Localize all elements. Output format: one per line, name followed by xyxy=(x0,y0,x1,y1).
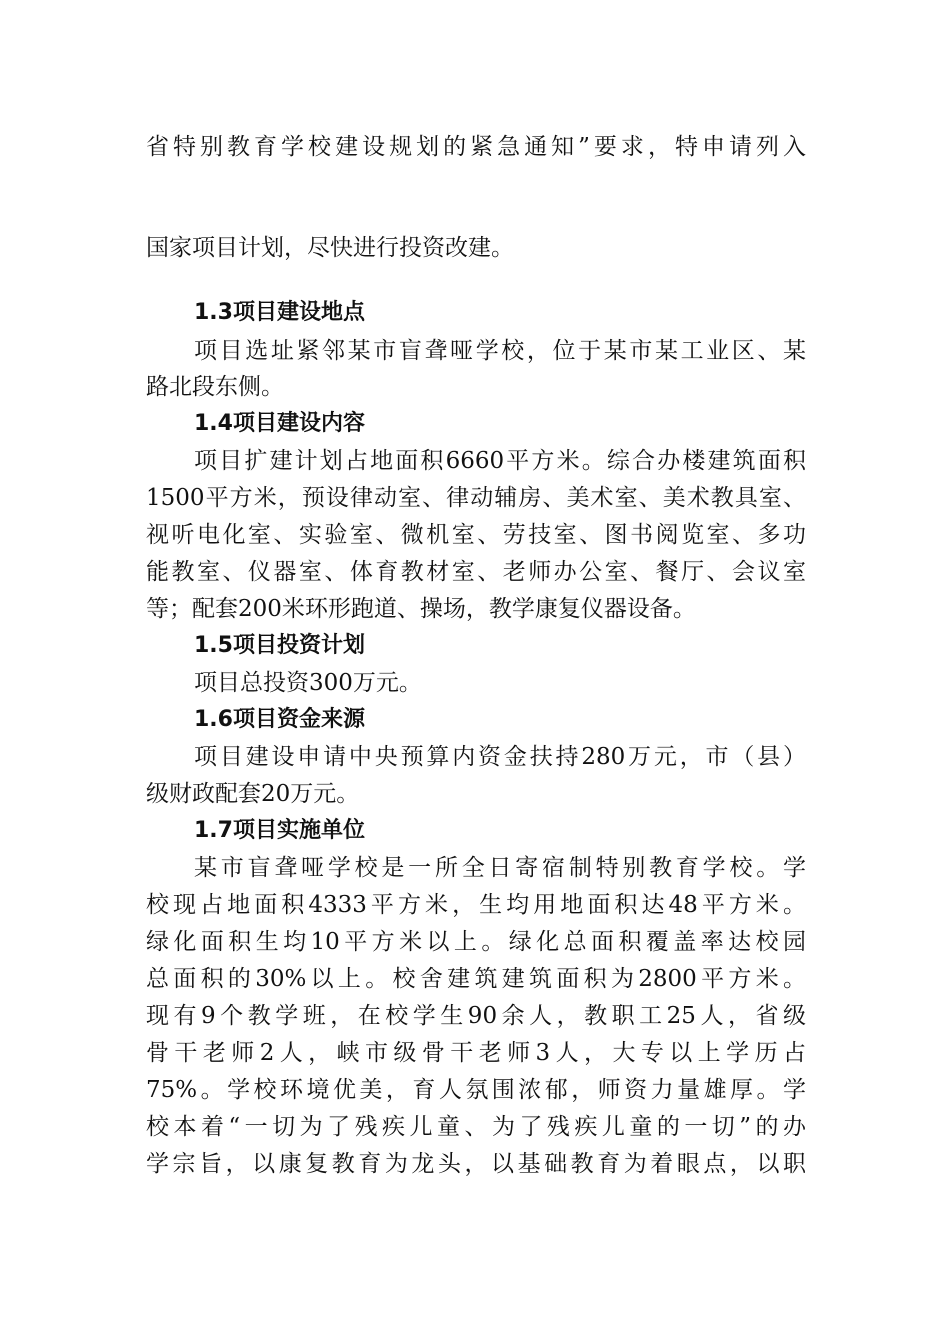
body-line: 1500平方米，预设律动室、律动辅房、美术室、美术教具室、 xyxy=(146,485,806,511)
body-line: 学宗旨，以康复教育为龙头，以基础教育为着眼点，以职 xyxy=(146,1151,806,1177)
body-line: 路北段东侧。 xyxy=(146,374,284,400)
body-line: 省特别教育学校建设规划的紧急通知”要求，特申请列入 xyxy=(146,134,806,160)
section-heading: 1.4项目建设内容 xyxy=(194,411,365,436)
section-heading: 1.7项目实施单位 xyxy=(194,818,365,843)
body-line: 某市盲聋哑学校是一所全日寄宿制特别教育学校。学 xyxy=(194,855,806,881)
body-line: 项目总投资300万元。 xyxy=(194,670,422,696)
body-line: 绿化面积生均10平方米以上。绿化总面积覆盖率达校园 xyxy=(146,929,806,955)
body-line: 级财政配套20万元。 xyxy=(146,781,360,807)
body-line: 能教室、仪器室、体育教材室、老师办公室、餐厅、会议室 xyxy=(146,559,806,585)
body-line: 等；配套200米环形跑道、操场，教学康复仪器设备。 xyxy=(146,596,696,622)
section-heading: 1.3项目建设地点 xyxy=(194,300,365,325)
body-line: 项目扩建计划占地面积6660平方米。综合办楼建筑面积 xyxy=(194,448,806,474)
body-line: 校本着“一切为了残疾儿童、为了残疾儿童的一切”的办 xyxy=(146,1114,806,1140)
section-heading: 1.5项目投资计划 xyxy=(194,633,365,658)
body-line: 总面积的30%以上。校舍建筑建筑面积为2800平方米。 xyxy=(146,966,806,992)
body-line: 骨干老师2人，峡市级骨干老师3人，大专以上学历占 xyxy=(146,1040,806,1066)
body-line: 校现占地面积4333平方米，生均用地面积达48平方米。 xyxy=(146,892,806,918)
body-line: 视听电化室、实验室、微机室、劳技室、图书阅览室、多功 xyxy=(146,522,806,548)
body-line: 国家项目计划，尽快进行投资改建。 xyxy=(146,235,514,261)
body-line: 项目选址紧邻某市盲聋哑学校，位于某市某工业区、某 xyxy=(194,338,806,364)
body-line: 现有9个教学班，在校学生90余人，教职工25人，省级 xyxy=(146,1003,806,1029)
body-line: 项目建设申请中央预算内资金扶持280万元，市（县） xyxy=(194,744,806,770)
body-line: 75%。学校环境优美，育人氛围浓郁，师资力量雄厚。学 xyxy=(146,1077,806,1103)
section-heading: 1.6项目资金来源 xyxy=(194,707,365,732)
